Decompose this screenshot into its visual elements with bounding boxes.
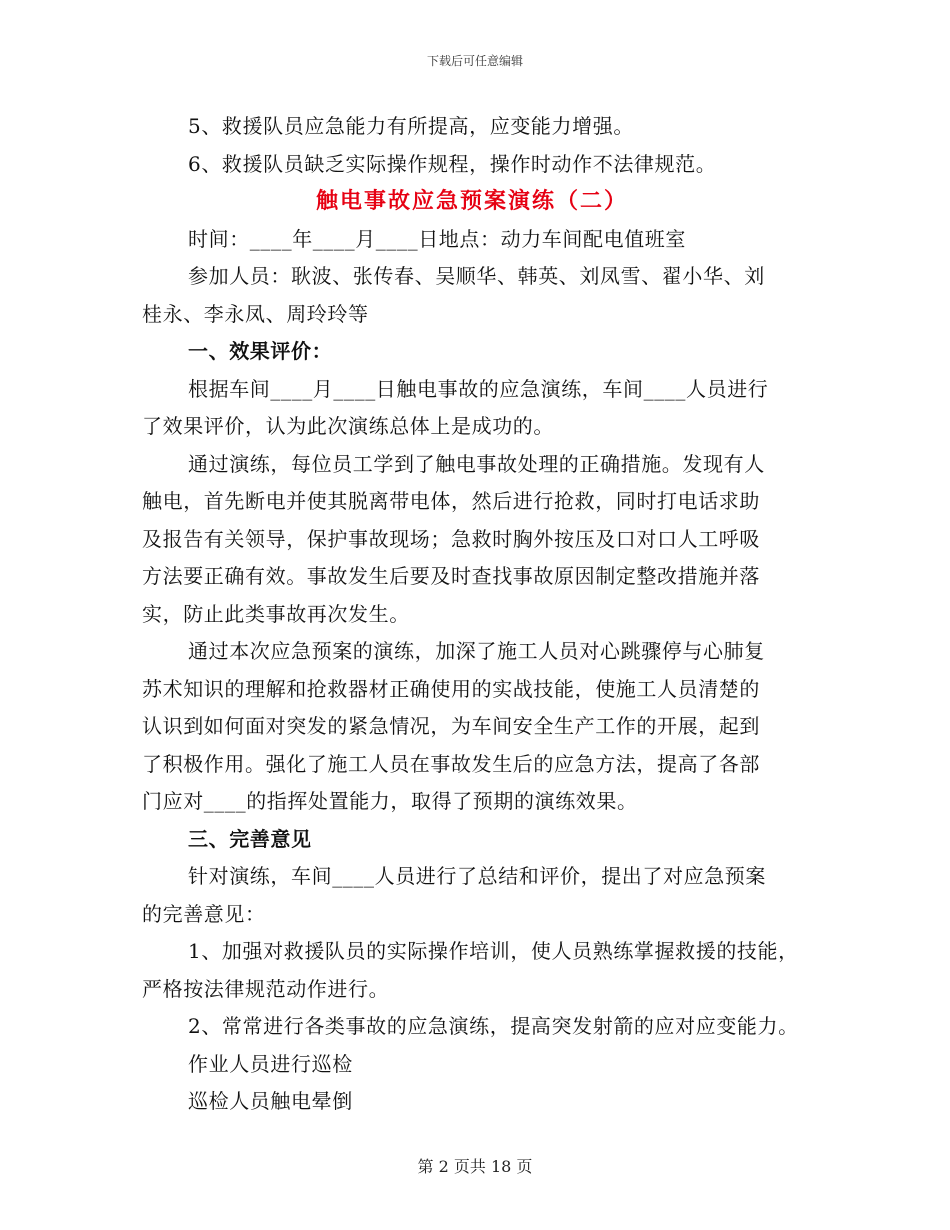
paragraph-line: 针对演练，车间____人员进行了总结和评价，提出了对应急预案 (188, 864, 766, 888)
paragraph-line: 方法要正确有效。事故发生后要及时查找事故原因制定整改措施并落 (142, 564, 760, 588)
paragraph-line: 苏术知识的理解和抢救器材正确使用的实战技能，使施工人员清楚的 (142, 676, 760, 701)
participants-line: 桂永、李永凤、周玲玲等 (142, 301, 369, 326)
participants-line: 参加人员：耿波、张传春、吴顺华、韩英、刘凤雪、翟小华、刘 (188, 264, 765, 288)
paragraph-line: 门应对____的指挥处置能力，取得了预期的演练效果。 (142, 789, 638, 813)
paragraph-line: 通过本次应急预案的演练，加深了施工人员对心跳骤停与心肺复 (188, 639, 765, 663)
paragraph-line: 的完善意见： (142, 901, 266, 926)
paragraph-line: 6、救援队员缺乏实际操作规程，操作时动作不法律规范。 (188, 151, 717, 176)
page-header: 下载后可任意编辑 (426, 54, 523, 68)
paragraph-line: 根据车间____月____日触电事故的应急演练，车间____人员进行 (188, 376, 769, 401)
section-title: 触电事故应急预案演练（二） (315, 188, 628, 214)
paragraph-line: 认识到如何面对突发的紧急情况，为车间安全生产工作的开展，起到 (142, 714, 760, 738)
paragraph-line: 触电，首先断电并使其脱离带电体，然后进行抢救，同时打电话求助 (142, 489, 760, 513)
page-footer: 第 2 页共 18 页 (417, 1157, 533, 1176)
document-body (142, 108, 802, 1121)
paragraph-line: 了效果评价，认为此次演练总体上是成功的。 (142, 414, 554, 438)
paragraph-line: 5、救援队员应急能力有所提高，应变能力增强。 (188, 114, 634, 138)
paragraph-line: 及报告有关领导，保护事故现场；急救时胸外按压及口对口人工呼吸 (142, 526, 760, 551)
section-heading: 一、效果评价： (188, 339, 333, 363)
paragraph-line: 严格按法律规范动作进行。 (142, 976, 390, 1001)
section-heading: 三、完善意见 (188, 826, 312, 851)
paragraph-line: 了积极作用。强化了施工人员在事故发生后的应急方法，提高了各部 (142, 751, 760, 776)
paragraph-line: 2、常常进行各类事故的应急演练，提高突发射箭的应对应变能力。 (188, 1014, 799, 1038)
time-location-line: 时间：____年____月____日地点：动力车间配电值班室 (188, 226, 686, 251)
paragraph-line: 作业人员进行巡检 (188, 1051, 353, 1076)
paragraph-line: 通过演练，每位员工学到了触电事故处理的正确措施。发现有人 (188, 451, 765, 476)
paragraph-line: 1、加强对救援队员的实际操作培训，使人员熟练掌握救援的技能， (188, 939, 799, 963)
paragraph-line: 巡检人员触电晕倒 (188, 1089, 353, 1113)
paragraph-line: 实，防止此类事故再次发生。 (142, 601, 410, 626)
